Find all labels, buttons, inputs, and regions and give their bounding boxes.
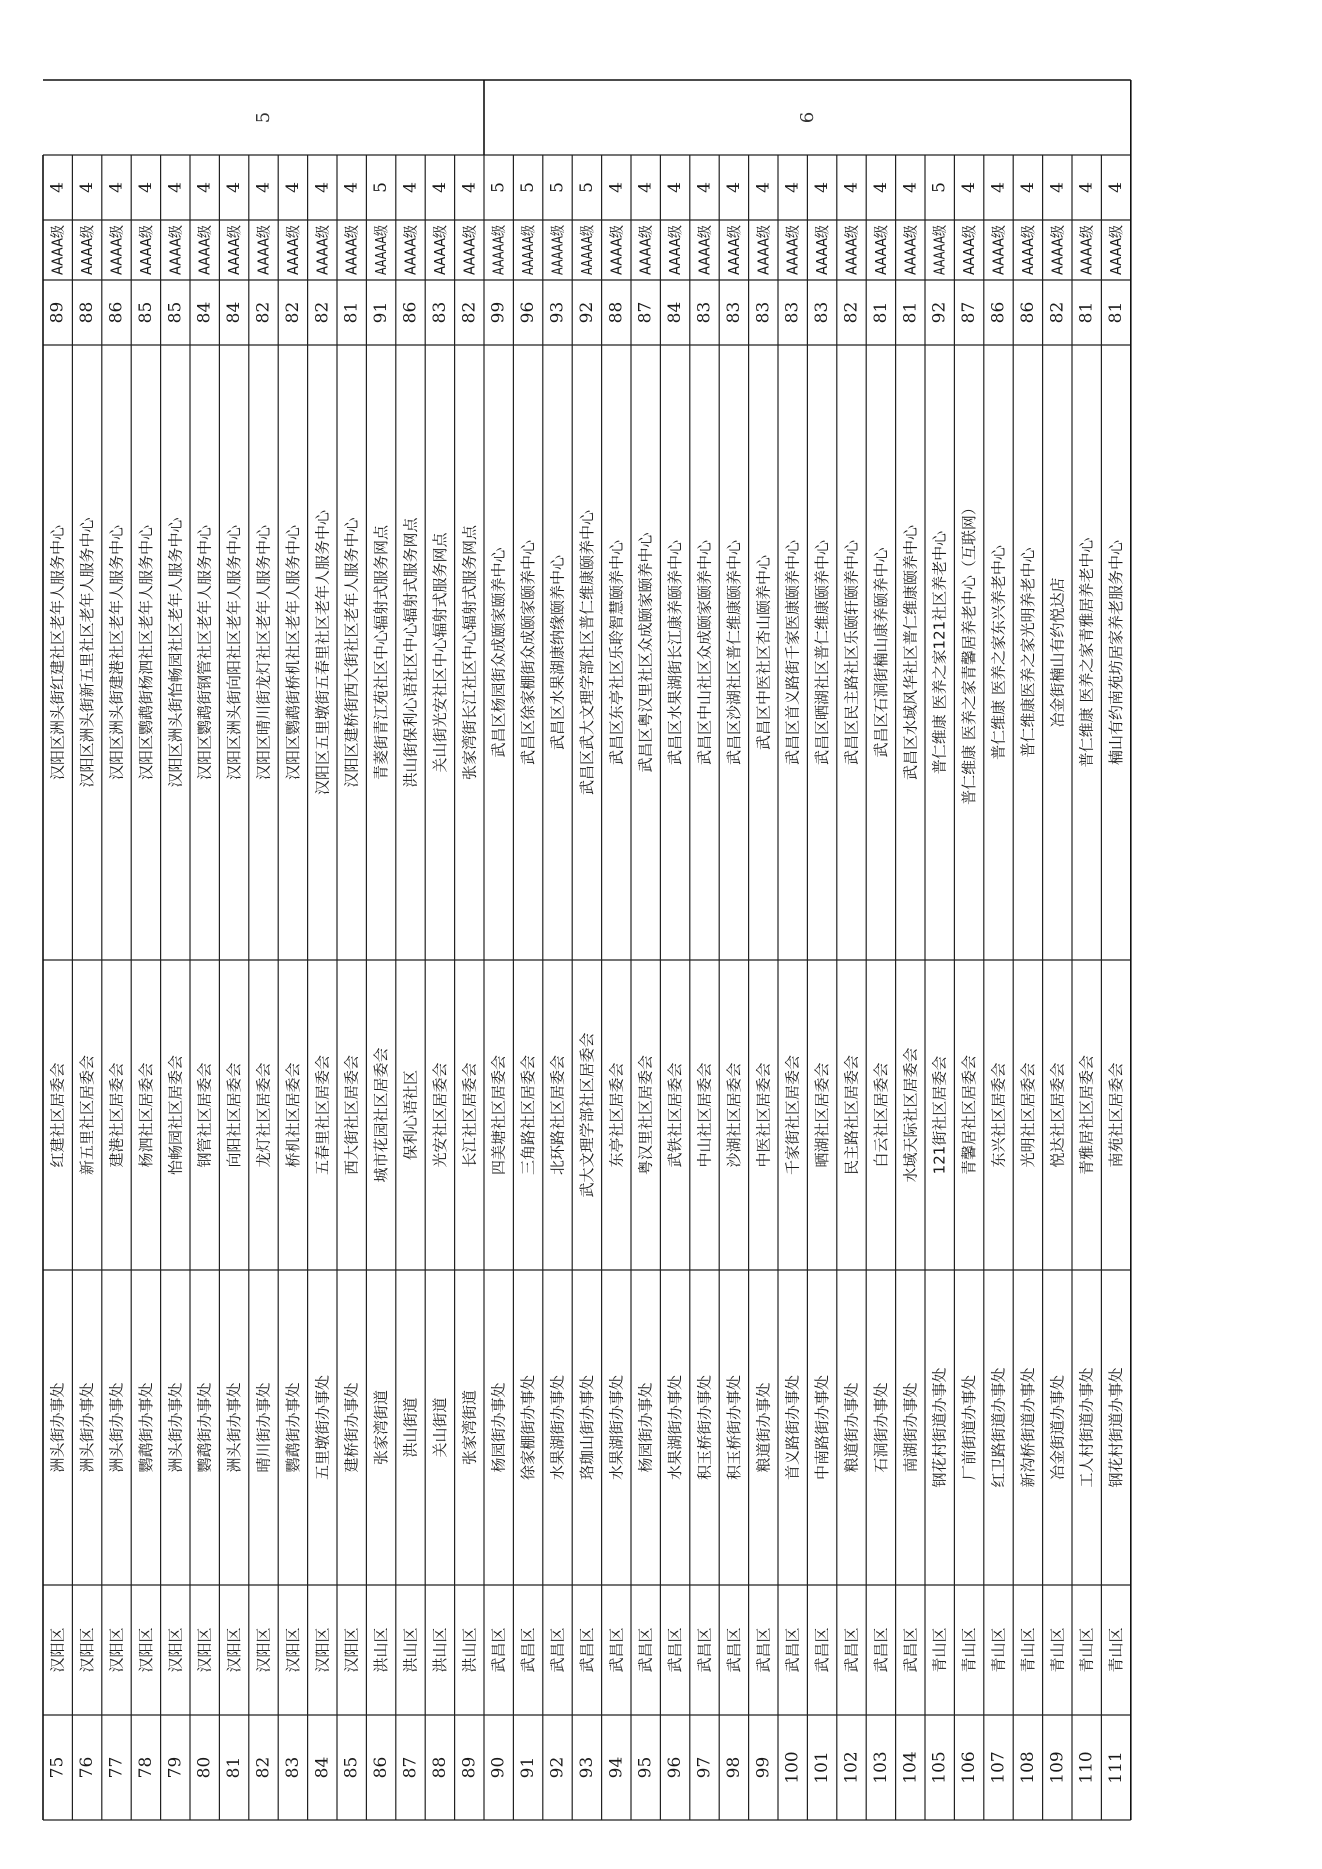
cell-district: 青山区 [930,1627,949,1673]
cell-no: 93 [576,1756,597,1779]
cell-no: 103 [870,1751,891,1784]
cell-stars: 4 [782,182,803,193]
cell-score: 88 [606,301,627,324]
cell-no: 84 [312,1756,333,1779]
cell-district: 武昌区 [754,1627,773,1673]
cell-score: 89 [47,301,68,324]
cell-stars: 5 [929,182,950,193]
cell-community: 五春里社区居委会 [313,1054,332,1176]
cell-stars: 5 [518,182,539,193]
cell-street: 工人村街道办事处 [1077,1367,1096,1488]
cell-district: 武昌区 [607,1627,626,1673]
cell-district: 青山区 [989,1627,1008,1673]
cell-no: 107 [988,1751,1009,1784]
cell-community: 新五里社区居委会 [78,1054,97,1176]
cell-community: 悦达社区居委会 [1048,1062,1067,1168]
cell-stars: 5 [576,182,597,193]
cell-street: 五里墩街办事处 [313,1374,332,1481]
cell-district: 汉阳区 [313,1627,332,1673]
cell-level: AAAA级 [254,217,273,275]
cell-community: 光安社区居委会 [430,1062,449,1168]
cell-community: 水域天际社区居委会 [901,1047,920,1183]
cell-level: AAAAA级 [930,207,949,275]
cell-street: 洪山街道 [401,1397,420,1458]
cell-level: AAAA级 [195,217,214,275]
cell-community: 西大街社区居委会 [342,1054,361,1176]
cell-level: AAAA级 [842,217,861,275]
cell-name: 普仁维康 医养之家121社区养老中心 [930,530,949,775]
cell-level: AAAA级 [724,217,743,275]
cell-street: 冶金街道办事处 [1048,1374,1067,1481]
cell-stars: 4 [959,182,980,193]
cell-community: 白云社区居委会 [871,1062,890,1168]
cell-community: 粤汉里社区居委会 [636,1054,655,1176]
cell-street: 红卫路街道办事处 [989,1367,1008,1488]
cell-district: 汉阳区 [254,1627,273,1673]
cell-score: 84 [224,301,245,324]
cell-score: 86 [400,301,421,324]
cell-stars: 4 [135,182,156,193]
cell-district: 武昌区 [842,1627,861,1673]
cell-score: 85 [135,301,156,324]
cell-community: 保利心语社区 [401,1069,420,1161]
cell-stars: 4 [341,182,362,193]
cell-no: 108 [1017,1751,1038,1784]
cell-no: 76 [77,1756,98,1779]
cell-name: 汉阳区鹦鹉街钢管社区老年人服务中心 [195,524,214,781]
cell-name: 武昌区武大文理学部社区普仁维康颐养中心 [577,509,596,796]
cell-level: AAAA级 [813,217,832,275]
cell-community: 城市花园社区居委会 [372,1047,391,1183]
cell-stars: 4 [900,182,921,193]
cell-street: 中南路街办事处 [813,1374,832,1481]
cell-level: AAAA级 [783,217,802,275]
cell-level: AAAA级 [1048,217,1067,275]
cell-stars: 4 [606,182,627,193]
cell-score: 82 [1047,301,1068,324]
cell-no: 106 [959,1751,980,1784]
cell-stars: 4 [635,182,656,193]
cell-name: 武昌区中山社区众成颐家颐养中心 [695,539,714,766]
cell-no: 111 [1106,1751,1127,1784]
cell-no: 78 [135,1756,156,1779]
cell-level: AAAAA级 [519,207,538,275]
cell-no: 92 [547,1756,568,1779]
cell-no: 83 [282,1756,303,1779]
cell-no: 97 [694,1756,715,1779]
cell-stars: 4 [988,182,1009,193]
cell-district: 武昌区 [489,1627,508,1673]
cell-street: 首义路街办事处 [783,1374,802,1481]
cell-no: 98 [723,1756,744,1779]
cell-no: 89 [459,1756,480,1779]
cell-community: 沙湖社区居委会 [724,1062,743,1168]
cell-score: 93 [547,301,568,324]
cell-level: AAAA级 [225,217,244,275]
cell-level: AAAAA级 [489,207,508,275]
cell-no: 75 [47,1756,68,1779]
cell-stars: 4 [812,182,833,193]
cell-score: 84 [665,301,686,324]
cell-district: 武昌区 [901,1627,920,1673]
cell-street: 粮道街办事处 [842,1382,861,1473]
cell-name: 普仁维康 医养之家青雅居养老中心 [1077,537,1096,768]
cell-no: 104 [900,1751,921,1784]
cell-score: 85 [165,301,186,324]
cell-stars: 4 [165,182,186,193]
cell-stars: 4 [459,182,480,193]
cell-no: 102 [841,1751,862,1784]
cell-district: 武昌区 [577,1627,596,1673]
cell-district: 洪山区 [372,1627,391,1673]
page-number-1: 5 [253,111,274,124]
cell-score: 86 [988,301,1009,324]
cell-district: 汉阳区 [225,1627,244,1673]
cell-district: 青山区 [1018,1627,1037,1673]
cell-street: 钢花村街道办事处 [930,1367,949,1488]
cell-stars: 4 [1017,182,1038,193]
cell-level: AAAA级 [666,217,685,275]
cell-no: 96 [665,1756,686,1779]
cell-no: 100 [782,1751,803,1784]
cell-street: 洲头街办事处 [48,1382,67,1473]
cell-stars: 4 [1076,182,1097,193]
cell-street: 关山街道 [430,1397,449,1458]
cell-level: AAAA级 [401,217,420,275]
cell-name: 武昌区水果湖康纳缘颐养中心 [548,554,567,751]
cell-stars: 4 [753,182,774,193]
cell-level: AAAA级 [342,217,361,275]
cell-street: 积玉桥街办事处 [724,1374,743,1481]
cell-community: 光明社区居委会 [1018,1062,1037,1168]
cell-no: 87 [400,1756,421,1779]
cell-no: 101 [812,1751,833,1784]
cell-stars: 4 [282,182,303,193]
cell-level: AAAA级 [166,217,185,275]
cell-level: AAAA级 [989,217,1008,275]
cell-score: 82 [841,301,862,324]
cell-score: 83 [812,301,833,324]
cell-street: 珞珈山街办事处 [577,1374,596,1481]
cell-community: 青雅居社区居委会 [1077,1054,1096,1176]
cell-score: 81 [900,301,921,324]
cell-level: AAAA级 [607,217,626,275]
cell-stars: 4 [194,182,215,193]
cell-score: 87 [635,301,656,324]
cell-no: 110 [1076,1751,1097,1784]
cell-district: 洪山区 [401,1627,420,1673]
cell-stars: 4 [77,182,98,193]
cell-no: 86 [371,1756,392,1779]
cell-name: 关山街光安社区中心辐射式服务网点 [430,532,449,773]
cell-name: 冶金街楠山有约悦达店 [1048,577,1067,728]
cell-level: AAAA级 [78,217,97,275]
cell-street: 洲头街办事处 [225,1382,244,1473]
cell-name: 武昌区粤汉里社区众成颐家颐养中心 [636,532,655,773]
cell-community: 121街社区居委会 [930,1055,949,1175]
cell-name: 汉阳区洲头街怡畅园社区老年人服务中心 [166,517,185,788]
cell-level: AAAA级 [283,217,302,275]
cell-district: 汉阳区 [195,1627,214,1673]
cell-community: 千家街社区居委会 [783,1054,802,1176]
cell-district: 武昌区 [519,1627,538,1673]
cell-score: 82 [282,301,303,324]
cell-street: 建桥街办事处 [342,1382,361,1473]
cell-community: 南苑社区居委会 [1107,1062,1126,1168]
cell-level: AAAA级 [136,217,155,275]
cell-district: 青山区 [1048,1627,1067,1673]
cell-street: 粮道街办事处 [754,1382,773,1473]
cell-score: 96 [518,301,539,324]
cell-street: 洲头街办事处 [166,1382,185,1473]
cell-level: AAAA级 [48,217,67,275]
cell-score: 83 [782,301,803,324]
cell-district: 汉阳区 [283,1627,302,1673]
cell-district: 汉阳区 [107,1627,126,1673]
cell-name: 汉阳区洲头街红建社区老年人服务中心 [48,524,67,781]
cell-level: AAAA级 [1018,217,1037,275]
cell-score: 81 [870,301,891,324]
cell-level: AAAA级 [460,217,479,275]
cell-name: 张家湾街长江社区中心辐射式服务网点 [460,524,479,781]
cell-community: 北环路社区居委会 [548,1054,567,1176]
cell-name: 楠山有约南苑坊居家养老服务中心 [1107,539,1126,766]
cell-street: 晴川街办事处 [254,1382,273,1473]
cell-community: 杨泗社区居委会 [136,1062,155,1168]
cell-level: AAAA级 [754,217,773,275]
cell-score: 92 [929,301,950,324]
cell-no: 109 [1047,1751,1068,1784]
cell-community: 怡畅园社区居委会 [166,1054,185,1176]
cell-district: 武昌区 [813,1627,832,1673]
cell-street: 钢花村街道办事处 [1107,1367,1126,1488]
cell-level: AAAA级 [430,217,449,275]
cell-district: 洪山区 [430,1627,449,1673]
cell-score: 91 [371,301,392,324]
cell-community: 向阳社区居委会 [225,1062,244,1168]
cell-stars: 5 [547,182,568,193]
cell-district: 武昌区 [666,1627,685,1673]
cell-district: 武昌区 [871,1627,890,1673]
cell-no: 91 [518,1756,539,1779]
cell-score: 86 [1017,301,1038,324]
cell-name: 武昌区水域风华社区普仁维康颐养中心 [901,524,920,781]
cell-district: 汉阳区 [78,1627,97,1673]
cell-score: 82 [312,301,333,324]
cell-street: 水果湖街办事处 [548,1374,567,1481]
cell-level: AAAA级 [871,217,890,275]
cell-street: 积玉桥街办事处 [695,1374,714,1481]
cell-community: 武铁社区居委会 [666,1062,685,1168]
cell-street: 张家湾街道 [372,1389,391,1466]
cell-no: 88 [429,1756,450,1779]
cell-name: 汉阳区鹦鹉街杨泗社区老年人服务中心 [136,524,155,781]
cell-name: 武昌区晒湖社区普仁维康颐养中心 [813,539,832,766]
cell-no: 79 [165,1756,186,1779]
cell-street: 水果湖街办事处 [666,1374,685,1481]
cell-name: 武昌区沙湖社区普仁维康颐养中心 [724,539,743,766]
cell-score: 81 [1106,301,1127,324]
cell-name: 武昌区民主路社区乐颐轩颐养中心 [842,539,861,766]
cell-stars: 4 [1047,182,1068,193]
cell-name: 青菱街青江苑社区中心辐射式服务网点 [372,524,391,781]
cell-street: 石洞街办事处 [871,1382,890,1473]
cell-community: 东兴社区居委会 [989,1062,1008,1168]
cell-community: 民主路社区居委会 [842,1054,861,1176]
cell-name: 汉阳区鹦鹉街桥机社区老年人服务中心 [283,524,302,781]
cell-name: 普仁维康医养之家光明养老中心 [1018,547,1037,758]
cell-level: AAAAA级 [577,207,596,275]
page-number-2: 6 [796,111,818,124]
cell-level: AAAA级 [901,217,920,275]
cell-community: 四美塘社区居委会 [489,1054,508,1176]
cell-name: 汉阳区建桥街西大街社区老年人服务中心 [342,517,361,788]
cell-community: 龙灯社区居委会 [254,1062,273,1168]
cell-name: 汉阳区晴川街龙灯社区老年人服务中心 [254,524,273,781]
cell-street: 鹦鹉街办事处 [283,1382,302,1473]
cell-name: 武昌区杨园街众成颐家颐养中心 [489,547,508,758]
cell-no: 85 [341,1756,362,1779]
cell-score: 83 [694,301,715,324]
cell-district: 武昌区 [636,1627,655,1673]
cell-name: 武昌区东亭社区乐聆智慧颐养中心 [607,539,626,766]
cell-stars: 4 [47,182,68,193]
cell-community: 武大文理学部社区居委会 [577,1032,596,1198]
cell-name: 汉阳区五里墩街五春里社区老年人服务中心 [313,509,332,796]
cell-street: 张家湾街道 [460,1389,479,1466]
cell-district: 青山区 [1077,1627,1096,1673]
cell-stars: 4 [694,182,715,193]
cell-street: 新沟桥街道办事处 [1018,1367,1037,1488]
cell-district: 汉阳区 [342,1627,361,1673]
cell-street: 鹦鹉街办事处 [195,1382,214,1473]
cell-stars: 4 [841,182,862,193]
cell-community: 红建社区居委会 [48,1062,67,1168]
cell-street: 杨园街办事处 [489,1382,508,1473]
cell-no: 105 [929,1751,950,1784]
cell-stars: 4 [312,182,333,193]
cell-score: 84 [194,301,215,324]
cell-stars: 4 [1106,182,1127,193]
cell-name: 武昌区徐家棚街众成颐家颐养中心 [519,539,538,766]
cell-community: 长江社区居委会 [460,1062,479,1168]
cell-district: 洪山区 [460,1627,479,1673]
cell-stars: 5 [488,182,509,193]
cell-name: 武昌区水果湖街长江康养颐养中心 [666,539,685,766]
cell-street: 鹦鹉街办事处 [136,1382,155,1473]
cell-stars: 5 [371,182,392,193]
cell-district: 汉阳区 [166,1627,185,1673]
cell-district: 汉阳区 [136,1627,155,1673]
cell-name: 武昌区石洞街楠山康养颐养中心 [871,547,890,758]
cell-score: 86 [106,301,127,324]
cell-community: 三角路社区居委会 [519,1054,538,1176]
cell-score: 81 [1076,301,1097,324]
cell-community: 青馨居社区居委会 [960,1054,979,1176]
cell-no: 82 [253,1756,274,1779]
cell-score: 88 [77,301,98,324]
cell-no: 99 [753,1756,774,1779]
cell-score: 82 [459,301,480,324]
cell-score: 81 [341,301,362,324]
cell-stars: 4 [106,182,127,193]
cell-name: 武昌区首义路街千家医康颐养中心 [783,539,802,766]
cell-district: 青山区 [960,1627,979,1673]
cell-street: 厂前街道办事处 [960,1374,979,1481]
cell-level: AAAA级 [1107,217,1126,275]
cell-community: 桥机社区居委会 [283,1062,302,1168]
cell-street: 徐家棚街办事处 [519,1374,538,1481]
cell-district: 武昌区 [548,1627,567,1673]
cell-name: 普仁维康 医养之家东兴养老中心 [989,545,1008,760]
cell-score: 99 [488,301,509,324]
cell-level: AAAA级 [313,217,332,275]
cell-level: AAAAA级 [548,207,567,275]
cell-stars: 4 [665,182,686,193]
cell-no: 80 [194,1756,215,1779]
cell-no: 90 [488,1756,509,1779]
cell-name: 洪山街保利心语社区中心辐射式服务网点 [401,517,420,788]
cell-stars: 4 [429,182,450,193]
cell-district: 武昌区 [724,1627,743,1673]
cell-score: 83 [429,301,450,324]
cell-no: 94 [606,1756,627,1779]
cell-no: 81 [224,1756,245,1779]
cell-district: 汉阳区 [48,1627,67,1673]
cell-district: 武昌区 [695,1627,714,1673]
cell-stars: 4 [870,182,891,193]
cell-community: 钢管社区居委会 [195,1062,214,1168]
cell-stars: 4 [400,182,421,193]
cell-community: 晒湖社区居委会 [813,1062,832,1168]
cell-score: 83 [753,301,774,324]
cell-street: 水果湖街办事处 [607,1374,626,1481]
cell-district: 武昌区 [783,1627,802,1673]
cell-score: 82 [253,301,274,324]
cell-name: 汉阳区洲头街新五里社区老年人服务中心 [78,517,97,788]
cell-community: 中山社区居委会 [695,1062,714,1168]
cell-level: AAAA级 [1077,217,1096,275]
cell-name: 汉阳区洲头街向阳社区老年人服务中心 [225,524,244,781]
cell-community: 中医社区居委会 [754,1062,773,1168]
cell-street: 洲头街办事处 [107,1382,126,1473]
cell-community: 建港社区居委会 [107,1062,126,1168]
cell-district: 青山区 [1107,1627,1126,1673]
cell-level: AAAA级 [695,217,714,275]
cell-score: 87 [959,301,980,324]
cell-no: 77 [106,1756,127,1779]
cell-level: AAAA级 [960,217,979,275]
cell-score: 92 [576,301,597,324]
cell-level: AAAAA级 [372,207,391,275]
cell-no: 95 [635,1756,656,1779]
cell-name: 汉阳区洲头街建港社区老年人服务中心 [107,524,126,781]
cell-street: 洲头街办事处 [78,1382,97,1473]
cell-stars: 4 [253,182,274,193]
cell-name: 普仁维康 医养之家青馨居养老中心（互联网） [960,500,979,805]
cell-level: AAAA级 [636,217,655,275]
cell-street: 南湖街办事处 [901,1382,920,1473]
cell-level: AAAA级 [107,217,126,275]
cell-name: 武昌区中医社区杏山颐养中心 [754,554,773,751]
cell-score: 83 [723,301,744,324]
cell-street: 杨园街办事处 [636,1382,655,1473]
cell-community: 东亭社区居委会 [607,1062,626,1168]
cell-stars: 4 [224,182,245,193]
cell-stars: 4 [723,182,744,193]
